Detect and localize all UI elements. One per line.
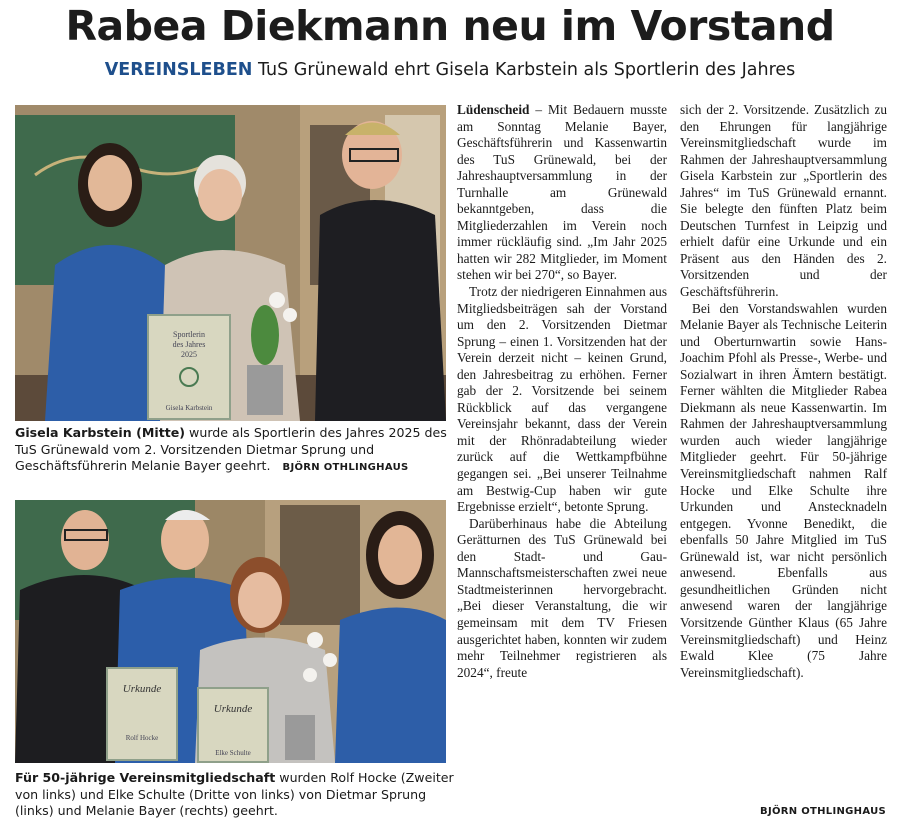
article-column-1 [457, 102, 667, 681]
photo1-caption [15, 425, 448, 477]
svg-text:Elke Schulte: Elke Schulte [215, 749, 251, 757]
svg-text:Rolf Hocke: Rolf Hocke [125, 734, 159, 742]
photo2-caption-bold: Für 50-jährige Vereinsmitgliedschaft [15, 770, 276, 785]
svg-text:Urkunde: Urkunde [213, 703, 253, 715]
svg-text:Gisela Karbstein: Gisela Karbstein [165, 404, 213, 412]
subheadline-text: TuS Grünewald ehrt Gisela Karbstein als Sportlerin des Jahres [258, 60, 796, 80]
photo1-caption-bold: Gisela Karbstein (Mitte) [15, 425, 186, 440]
photo-50-jahre-ehrung [15, 500, 446, 763]
article-column-2 [680, 102, 887, 681]
svg-text:Urkunde: Urkunde [122, 683, 162, 695]
photo2-caption-text: wurden Rolf Hocke (Zweiter von links) und Elke Schulte (Dritte von links) von Dietmar Sprung (links) und Melanie Bayer (rechts) geehrt. [15, 770, 454, 818]
article-credit: BJÖRN OTHLINGHAUS [760, 806, 886, 817]
col2-para-2: Bei den Vorstandswahlen wurden Melanie Bayer als Technische Leiterin und Oberturnwartin sowie Hans-Joachim Pfohl als Presse-, Werbe- und Sozialwart in ihren Ämtern bestätigt. Ferner wählten die Mitglieder Rabea Diekmann als neue Kassenwartin. Im Rahmen der Jahreshauptversammlung wurden auch wieder langjährige Mitglieder geehrt. Für 50-jährige Vereinsmitgliedschaft nahmen Ralf Hocke und Elke Schulte ihre Urkunden und Anstecknadeln entgegen. Yvonne Benedikt, die ebenfalls 50 Jahre Mitglied im TuS Grünewald ist, war nicht persönlich anwesend. Ebenfalls aus gesundheitlichen Gründen nicht anwesend waren der langjährige Vorsitzende Günther Klaus (65 Jahre Vereinsmitgliedschaft) und Heinz Ewald Klee (75 Jahre Vereinsmitgliedschaft). [680, 300, 887, 680]
svg-text:des Jahres: des Jahres [172, 340, 206, 349]
photo1-caption-text: wurde als Sportlerin des Jahres 2025 des TuS Grünewald vom 2. Vorsitzenden Dietmar Sprung und Geschäftsführerin Melanie Bayer geehrt. [15, 425, 447, 473]
subheadline [0, 60, 900, 80]
photo2-caption [15, 770, 455, 820]
headline: Rabea Diekmann neu im Vorstand [65, 2, 835, 50]
col1-para-3: Darüberhinaus habe die Abteilung Gerätturnen des TuS Grünewald bei den Stadt- und Gau-Mannschaftsmeisterschaften zwei neue Stadtmeisterinnen hervorgebracht. „Bei dieser Veranstaltung, die wir gemeinsam mit dem TV Friesen ausgerichtet haben, konnten wir zudem mehr Teilnehmer registrieren als 2024“, freute [457, 515, 667, 680]
col1-para-1: – Mit Bedauern musste am Sonntag Melanie Bayer, Geschäftsführerin und Kassenwartin des TuS Grünewald, bei der Jahreshauptversammlung in der Turnhalle am Grünewald bekanntgeben, dass die Mitgliederzahlen im Verein noch immer rückläufig sind. „Im Jahr 2025 hatten wir 282 Mitglieder, im Moment stehen wir bei 270“, so Bayer. [457, 102, 667, 283]
dateline: Lüdenscheid [457, 102, 530, 117]
col2-para-1: sich der 2. Vorsitzende. Zusätzlich zu den Ehrungen für langjährige Vereinsmitgliedschaft wurde im Rahmen der Jahreshauptversammlung Gisela Karbstein zur „Sportlerin des Jahres“ im TuS Grünewald ernannt. Sie belegte den fünften Platz beim Deutschen Turnfest in Leipzig und erhielt dafür eine Urkunde und ein Präsent aus den Händen des 2. Vorsitzenden und der Geschäftsführerin. [680, 102, 887, 300]
photo1-credit: BJÖRN OTHLINGHAUS [282, 462, 409, 473]
svg-text:2025: 2025 [181, 350, 197, 359]
photo-sportlerin-des-jahres [15, 105, 446, 421]
svg-text:Sportlerin: Sportlerin [173, 330, 205, 339]
kicker: VEREINSLEBEN [104, 60, 253, 80]
col1-para-2: Trotz der niedrigeren Einnahmen aus Mitgliedsbeiträgen sah der Vorstand um den 2. Vorsitzenden Dietmar Sprung – einen 1. Vorsitzenden hat der Verein derzeit nicht – keinen Grund, den Jahresbeitrag zu erhöhen. Ferner gab der 2. Vorsitzende bei seinem Rückblick auf das vergangene Vereinsjahr bekannt, dass der Verein mit der Rhönradabteilung wieder zurück auf die Wettkampfbühne gegangen sei. „Bei unserer Teilnahme am Bestwig-Cup haben wir gute Ergebnisse erzielt“, betonte Sprung. [457, 284, 667, 515]
